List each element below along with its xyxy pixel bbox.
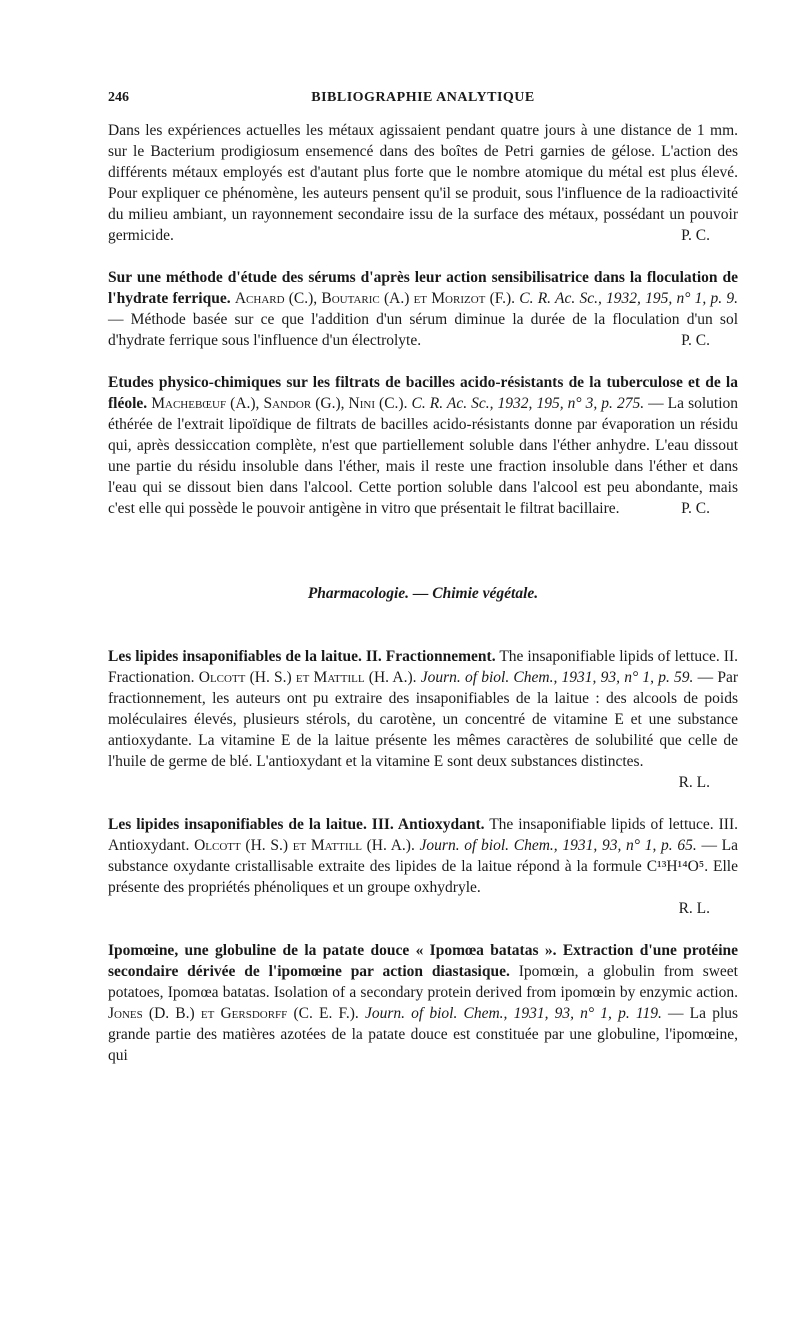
entry-title: Sur une méthode d'étude des sérums d'après leur action sensibilisatrice dans la floculation de l'hydrate ferrique. <box>108 269 738 307</box>
entry-laitue-iii <box>108 814 738 919</box>
entry-english-title: Ipomœin, a globulin from sweet potatoes, Ipomœa batatas. Isolation of a secondary protein derived from ipomœin by enzymic action. <box>108 963 738 1001</box>
entry-english-title: The insaponifiable lipids of lettuce. III. Antioxydant. <box>108 816 738 854</box>
entry-ipomoeine-text <box>108 940 738 1066</box>
entry-title: Etudes physico-chimiques sur les filtrats de bacilles acido-résistants de la tuberculose et de la fléole. <box>108 374 738 412</box>
entry-signature: P. C. <box>681 500 710 517</box>
intro-signature: P. C. <box>681 227 710 244</box>
entry-signature: P. C. <box>681 332 710 349</box>
running-title: BIBLIOGRAPHIE ANALYTIQUE <box>311 90 535 105</box>
page <box>108 90 738 1066</box>
entry-serums-text <box>108 267 738 351</box>
section-heading: Pharmacologie. — Chimie végétale. <box>307 585 539 602</box>
entry-citation: Journ. of biol. Chem., 1931, 93, n° 1, p. 119. <box>364 1005 662 1022</box>
entry-authors: Jones (D. B.) et Gersdorff (C. E. F.). <box>108 1005 359 1022</box>
entry-title: Les lipides insaponifiables de la laitue. III. Antioxydant. <box>108 816 485 833</box>
entry-serums <box>108 267 738 351</box>
entry-title: Ipomœine, une globuline de la patate douce « Ipomœa batatas ». Extraction d'une protéine secondaire dérivée de l'ipomœine par action diastasique. <box>108 942 738 980</box>
entry-signature: R. L. <box>678 774 710 791</box>
entry-citation: C. R. Ac. Sc., 1932, 195, n° 3, p. 275. <box>411 395 645 412</box>
entry-filtrats-text <box>108 372 738 519</box>
entry-citation: Journ. of biol. Chem., 1931, 93, n° 1, p. 59. <box>420 669 694 686</box>
page-number: 246 <box>108 90 129 105</box>
entry-authors: Achard (C.), Boutaric (A.) et Morizot (F.). <box>234 290 516 307</box>
entry-signature: R. L. <box>678 900 710 917</box>
entry-citation: C. R. Ac. Sc., 1932, 195, n° 1, p. 9. <box>519 290 739 307</box>
entry-authors: Olcott (H. S.) et Mattill (H. A.). <box>198 669 417 686</box>
intro-text <box>108 120 738 246</box>
entry-body: — La solution éthérée de l'extrait lipoïdique de filtrats de bacilles acido-résistants donne par évaporation un résidu qui, après dessiccation complète, n'est que partiellement soluble dans l'éther anhydre. L'eau dissout une partie du résidu insoluble dans l'éther, mais il reste une fraction insoluble dans l'éther et dans l'eau qui se dissout bien dans l'alcool. Cette portion soluble dans l'alcool est peu abondante, mais c'est elle qui possède le pouvoir antigène in vitro que présentait le filtrat bacillaire. <box>108 395 739 517</box>
entry-authors: Olcott (H. S.) et Mattill (H. A.). <box>194 837 415 854</box>
entry-body: — Méthode basée sur ce que l'addition d'un sérum diminue la durée de la floculation d'un sol d'hydrate ferrique sous l'influence d'un électrolyte. <box>108 311 738 349</box>
entry-laitue-ii <box>108 646 738 793</box>
entry-english-title: The insaponifiable lipids of lettuce. II. Fractionation. <box>108 648 738 686</box>
entry-citation: Journ. of biol. Chem., 1931, 93, n° 1, p. 65. <box>419 837 697 854</box>
entry-ipomoeine <box>108 940 738 1066</box>
entry-title: Les lipides insaponifiables de la laitue. II. Fractionnement. <box>108 648 496 665</box>
entry-body: — La substance oxydante cristallisable extraite des lipides de la laitue répond à la formule C¹³H¹⁴O⁵. Elle présente des propriétés phénoliques et un groupe oxhydryle. <box>108 837 739 896</box>
entry-body: — Par fractionnement, les auteurs ont pu extraire des insaponifiables de la laitue : des alcools de poids moléculaires élevés, plusieurs stérols, du carotène, un concentré de vitamine E et une substance antioxydante. La vitamine E de la laitue présente les mêmes caractères de solubilité que celle de l'huile de germe de blé. L'antioxydant et la vitamine E sont deux substances distinctes. <box>108 669 739 770</box>
entry-laitue-iii-text <box>108 814 738 898</box>
intro-body: Dans les expériences actuelles les métaux agissaient pendant quatre jours à une distance de 1 mm. sur le Bacterium prodigiosum ensemencé dans des boîtes de Petri garnies de gélose. L'action des différents métaux employés est d'autant plus forte que le nombre atomique du métal est plus élevé. Pour expliquer ce phénomène, les auteurs pensent qu'il se produit, sous l'influence de la radioactivité du milieu ambiant, un rayonnement secondaire issu de la surface des métaux, possédant un pouvoir germicide. <box>108 122 738 244</box>
entry-body: — La plus grande partie des matières azotées de la patate douce est constituée par une globuline, l'ipomœine, qui <box>108 1005 739 1064</box>
entry-authors: Machebœuf (A.), Sandor (G.), Nini (C.). <box>151 395 408 412</box>
entry-filtrats <box>108 372 738 519</box>
running-head <box>108 90 738 112</box>
intro-paragraph <box>108 120 738 246</box>
entry-laitue-ii-text <box>108 646 738 772</box>
